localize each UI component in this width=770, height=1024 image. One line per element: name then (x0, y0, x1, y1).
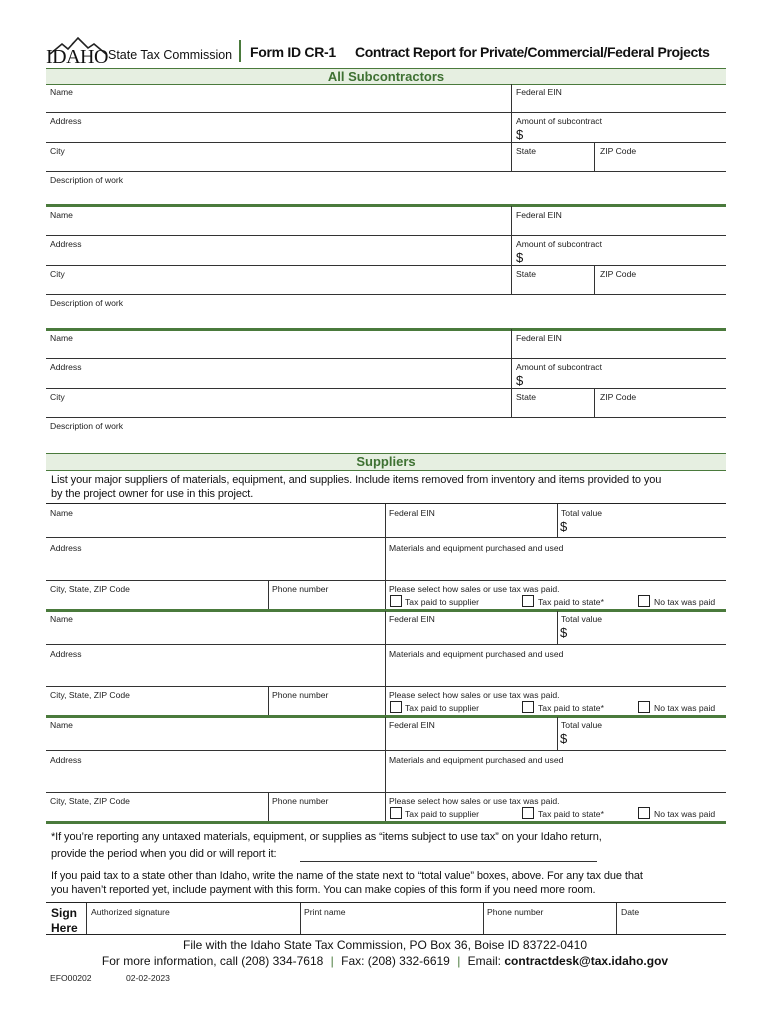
tax-paid-to-state-checkbox[interactable] (522, 595, 534, 607)
total-value-field[interactable]: Total value (561, 614, 603, 624)
ein-field[interactable]: Federal EIN (516, 87, 562, 97)
supplier-ein-field[interactable]: Federal EIN (389, 508, 435, 518)
tax-paid-to-state-label: Tax paid to state* (538, 703, 604, 713)
tax-paid-to-supplier-label: Tax paid to supplier (405, 597, 480, 607)
dollar-sign: $ (560, 731, 568, 746)
supplier-address-field[interactable]: Address (50, 649, 82, 659)
form-id: Form ID CR-1 (250, 44, 336, 60)
no-tax-paid-label: No tax was paid (654, 703, 716, 713)
address-field[interactable]: Address (50, 116, 82, 126)
form-title: Contract Report for Private/Commercial/Federal Projects (355, 44, 710, 60)
tax-paid-to-supplier-label: Tax paid to supplier (405, 703, 480, 713)
address-field[interactable]: Address (50, 362, 82, 372)
phone-info: For more information, call (208) 334-7618 (101, 954, 324, 968)
no-tax-paid-label: No tax was paid (654, 597, 716, 607)
total-value-field[interactable]: Total value (561, 508, 603, 518)
other-state-note: If you paid tax to a state other than Idaho, write the name of the state next to “total value” boxes, above. For any tax due that (51, 870, 643, 882)
ein-field[interactable]: Federal EIN (516, 333, 562, 343)
no-tax-paid-checkbox[interactable] (638, 807, 650, 819)
supplier-name-field[interactable]: Name (50, 614, 73, 624)
ein-field[interactable]: Federal EIN (516, 210, 562, 220)
separator: | (457, 954, 461, 968)
no-tax-paid-checkbox[interactable] (638, 595, 650, 607)
name-field[interactable]: Name (50, 87, 73, 97)
tax-paid-to-supplier-label: Tax paid to supplier (405, 809, 480, 819)
subcontractors-section-header: All Subcontractors (46, 68, 726, 85)
name-field[interactable]: Name (50, 210, 73, 220)
phone-field[interactable]: Phone number (272, 690, 329, 700)
amount-field[interactable]: Amount of subcontract (516, 116, 602, 126)
dollar-sign: $ (516, 373, 524, 388)
form-code: EFO00202 (50, 973, 92, 983)
materials-field[interactable]: Materials and equipment purchased and used (389, 543, 564, 553)
tax-paid-prompt: Please select how sales or use tax was paid. (389, 584, 560, 594)
description-field[interactable]: Description of work (50, 421, 124, 431)
dollar-sign: $ (560, 519, 568, 534)
dollar-sign: $ (560, 625, 568, 640)
contact-line (0, 954, 770, 968)
amount-field[interactable]: Amount of subcontract (516, 362, 602, 372)
state-field[interactable]: State (516, 146, 537, 156)
email-link[interactable]: contractdesk@tax.idaho.gov (504, 954, 669, 968)
tax-paid-to-state-label: Tax paid to state* (538, 809, 604, 819)
tax-paid-to-state-checkbox[interactable] (522, 701, 534, 713)
phone-field[interactable]: Phone number (272, 796, 329, 806)
report-period-input[interactable] (300, 861, 597, 862)
sign-here-label-cont: Here (51, 921, 78, 935)
name-field[interactable]: Name (50, 333, 73, 343)
city-state-zip-field[interactable]: City, State, ZIP Code (50, 796, 130, 806)
amount-field[interactable]: Amount of subcontract (516, 239, 602, 249)
tax-paid-prompt: Please select how sales or use tax was paid. (389, 796, 560, 806)
other-state-note-cont: you haven’t reported yet, include payment with this form. You can make copies of this form if you need more room. (51, 884, 596, 896)
untaxed-note-cont: provide the period when you did or will report it: (51, 848, 277, 860)
date-field[interactable]: Date (621, 907, 640, 917)
dollar-sign: $ (516, 127, 524, 142)
authorized-signature-field[interactable]: Authorized signature (91, 907, 170, 917)
agency-name: State Tax Commission (108, 48, 233, 62)
suppliers-section-header: Suppliers (46, 453, 726, 471)
city-field[interactable]: City (50, 269, 65, 279)
phone-field[interactable]: Phone number (272, 584, 329, 594)
suppliers-instructions: List your major suppliers of materials, equipment, and supplies. Include items removed from inventory and items provided to you (51, 474, 662, 486)
print-name-field[interactable]: Print name (304, 907, 346, 917)
address-field[interactable]: Address (50, 239, 82, 249)
total-value-field[interactable]: Total value (561, 720, 603, 730)
no-tax-paid-checkbox[interactable] (638, 701, 650, 713)
city-state-zip-field[interactable]: City, State, ZIP Code (50, 690, 130, 700)
city-field[interactable]: City (50, 146, 65, 156)
supplier-ein-field[interactable]: Federal EIN (389, 720, 435, 730)
idaho-logo (46, 36, 106, 66)
supplier-ein-field[interactable]: Federal EIN (389, 614, 435, 624)
suppliers-instructions-cont: by the project owner for use in this project. (51, 488, 254, 500)
dollar-sign: $ (516, 250, 524, 265)
form-date: 02-02-2023 (126, 973, 170, 983)
zip-field[interactable]: ZIP Code (600, 146, 637, 156)
tax-paid-prompt: Please select how sales or use tax was paid. (389, 690, 560, 700)
signer-phone-field[interactable]: Phone number (487, 907, 544, 917)
file-with-line: File with the Idaho State Tax Commission, PO Box 36, Boise ID 83722-0410 (183, 938, 587, 952)
materials-field[interactable]: Materials and equipment purchased and used (389, 755, 564, 765)
zip-field[interactable]: ZIP Code (600, 269, 637, 279)
tax-paid-to-supplier-checkbox[interactable] (390, 807, 402, 819)
fax-info: Fax: (208) 332-6619 (341, 954, 450, 968)
state-field[interactable]: State (516, 269, 537, 279)
supplier-name-field[interactable]: Name (50, 508, 73, 518)
tax-paid-to-supplier-checkbox[interactable] (390, 701, 402, 713)
supplier-name-field[interactable]: Name (50, 720, 73, 730)
tax-paid-to-state-checkbox[interactable] (522, 807, 534, 819)
logo-word: IDAHO (46, 46, 108, 68)
materials-field[interactable]: Materials and equipment purchased and used (389, 649, 564, 659)
no-tax-paid-label: No tax was paid (654, 809, 716, 819)
untaxed-note: *If you’re reporting any untaxed materials, equipment, or supplies as “items subject to use tax” on your Idaho return, (51, 831, 602, 843)
city-state-zip-field[interactable]: City, State, ZIP Code (50, 584, 130, 594)
sign-here-label: Sign (51, 906, 77, 920)
separator: | (330, 954, 334, 968)
state-field[interactable]: State (516, 392, 537, 402)
supplier-address-field[interactable]: Address (50, 755, 82, 765)
city-field[interactable]: City (50, 392, 65, 402)
zip-field[interactable]: ZIP Code (600, 392, 637, 402)
tax-paid-to-supplier-checkbox[interactable] (390, 595, 402, 607)
supplier-address-field[interactable]: Address (50, 543, 82, 553)
description-field[interactable]: Description of work (50, 298, 124, 308)
email-prefix: Email: (467, 954, 505, 968)
header-divider (239, 40, 241, 62)
tax-paid-to-state-label: Tax paid to state* (538, 597, 604, 607)
description-field[interactable]: Description of work (50, 175, 124, 185)
